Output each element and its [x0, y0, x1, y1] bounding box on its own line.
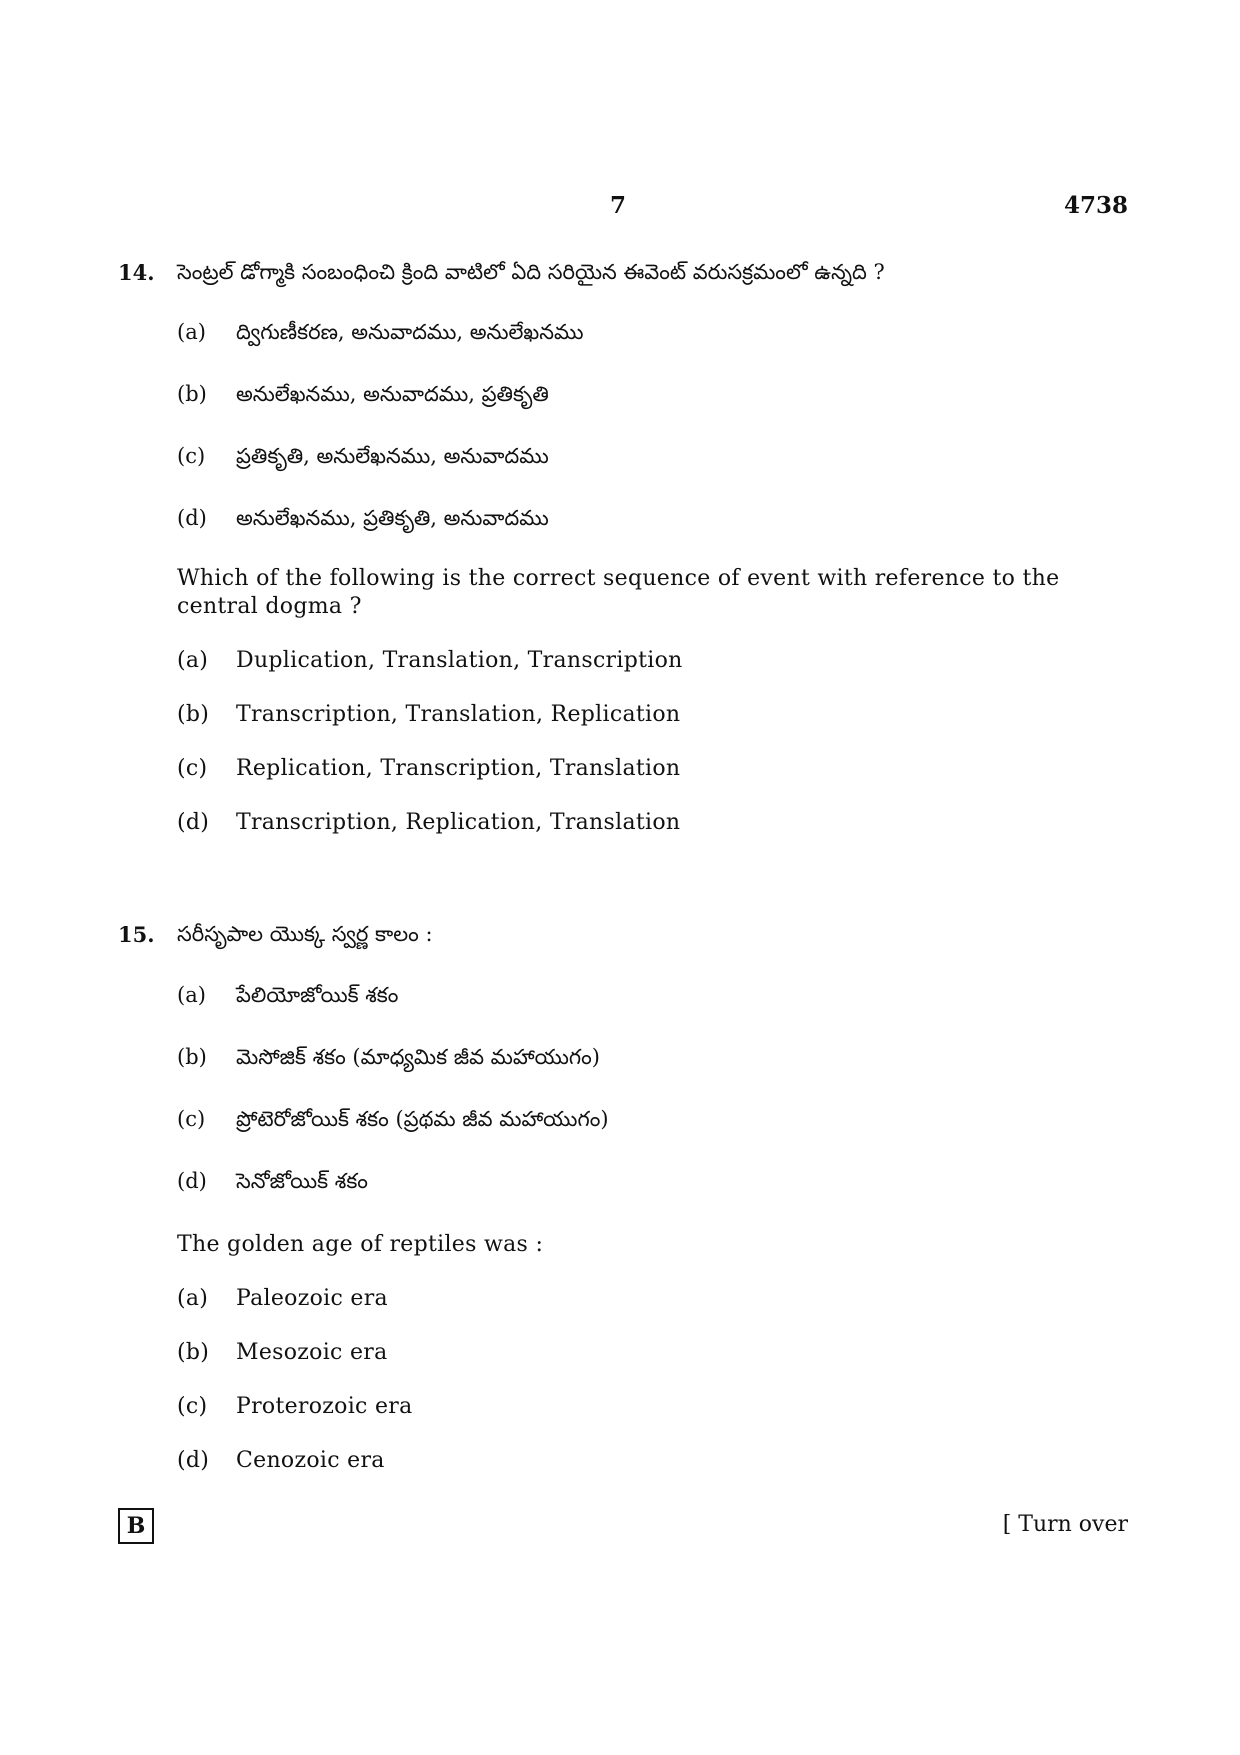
option-text: Paleozoic era	[236, 1286, 388, 1311]
option-text: ప్రతికృతి, అనులేఖనము, అనువాదము	[236, 444, 549, 468]
q14-english-option-a	[177, 648, 683, 673]
q15-telugu-option-c	[177, 1107, 609, 1137]
option-label: (a)	[177, 1286, 209, 1311]
question-15-english-text: The golden age of reptiles was :	[177, 1232, 544, 1257]
option-label: (d)	[177, 1169, 207, 1193]
question-14-english-line1: Which of the following is the correct sequence of event with reference to the	[177, 566, 1060, 591]
q15-telugu-option-a	[177, 983, 398, 1013]
q15-english-option-d	[177, 1448, 385, 1473]
option-label: (a)	[177, 320, 206, 344]
q14-english-option-b	[177, 702, 680, 727]
q14-telugu-option-d	[177, 506, 549, 536]
option-text: Replication, Transcription, Translation	[236, 756, 681, 781]
booklet-code: 4738	[1063, 192, 1128, 219]
option-label: (c)	[177, 1394, 208, 1419]
option-text: సెనోజోయిక్ శకం	[236, 1169, 368, 1193]
q15-telugu-option-b	[177, 1045, 600, 1075]
option-label: (c)	[177, 756, 208, 781]
option-text: Proterozoic era	[236, 1394, 413, 1419]
option-text: Mesozoic era	[236, 1340, 388, 1365]
option-label: (d)	[177, 810, 210, 835]
q15-telugu-option-d	[177, 1169, 368, 1199]
option-text: మెసోజిక్ శకం (మాధ్యమిక జీవ మహాయుగం)	[236, 1045, 600, 1069]
q15-english-option-c	[177, 1394, 413, 1419]
q14-english-option-d	[177, 810, 680, 835]
q15-english-option-a	[177, 1286, 388, 1311]
option-label: (b)	[177, 1340, 210, 1365]
q14-telugu-option-a	[177, 320, 584, 350]
option-label: (b)	[177, 1045, 207, 1069]
question-14-telugu-text: సెంట్రల్ డోగ్మాకి సంబంధించి క్రింది వాటిలో ఏది సరియైన ఈవెంట్ వరుసక్రమంలో ఉన్నది ?	[177, 260, 885, 284]
question-14-english-line2: central dogma ?	[177, 594, 362, 619]
option-label: (c)	[177, 444, 206, 468]
series-code-box: B	[118, 1508, 154, 1544]
option-text: Transcription, Replication, Translation	[236, 810, 681, 835]
q14-telugu-option-c	[177, 444, 549, 474]
option-label: (b)	[177, 702, 210, 727]
option-label: (d)	[177, 506, 207, 530]
option-text: ప్రోటెరోజోయిక్ శకం (ప్రథమ జీవ మహాయుగం)	[236, 1107, 609, 1131]
question-14-number: 14.	[118, 260, 155, 285]
page-number: 7	[610, 192, 627, 219]
option-text: Duplication, Translation, Transcription	[236, 648, 683, 673]
option-text: పేలియోజోయిక్ శకం	[236, 983, 399, 1007]
option-text: అనులేఖనము, ప్రతికృతి, అనువాదము	[236, 506, 549, 530]
question-15-telugu-text: సరీసృపాల యొక్క స్వర్ణ కాలం :	[177, 922, 433, 946]
question-15-number: 15.	[118, 922, 155, 947]
option-label: (d)	[177, 1448, 210, 1473]
option-label: (c)	[177, 1107, 206, 1131]
q15-english-option-b	[177, 1340, 388, 1365]
option-label: (b)	[177, 382, 207, 406]
option-text: Transcription, Translation, Replication	[236, 702, 681, 727]
turn-over-note: [ Turn over	[1002, 1512, 1128, 1537]
option-label: (a)	[177, 648, 209, 673]
option-label: (a)	[177, 983, 206, 1007]
q14-english-option-c	[177, 756, 680, 781]
option-text: అనులేఖనము, అనువాదము, ప్రతికృతి	[236, 382, 549, 406]
q14-telugu-option-b	[177, 382, 549, 412]
option-text: Cenozoic era	[236, 1448, 385, 1473]
option-text: ద్విగుణీకరణ, అనువాదము, అనులేఖనము	[236, 320, 584, 344]
